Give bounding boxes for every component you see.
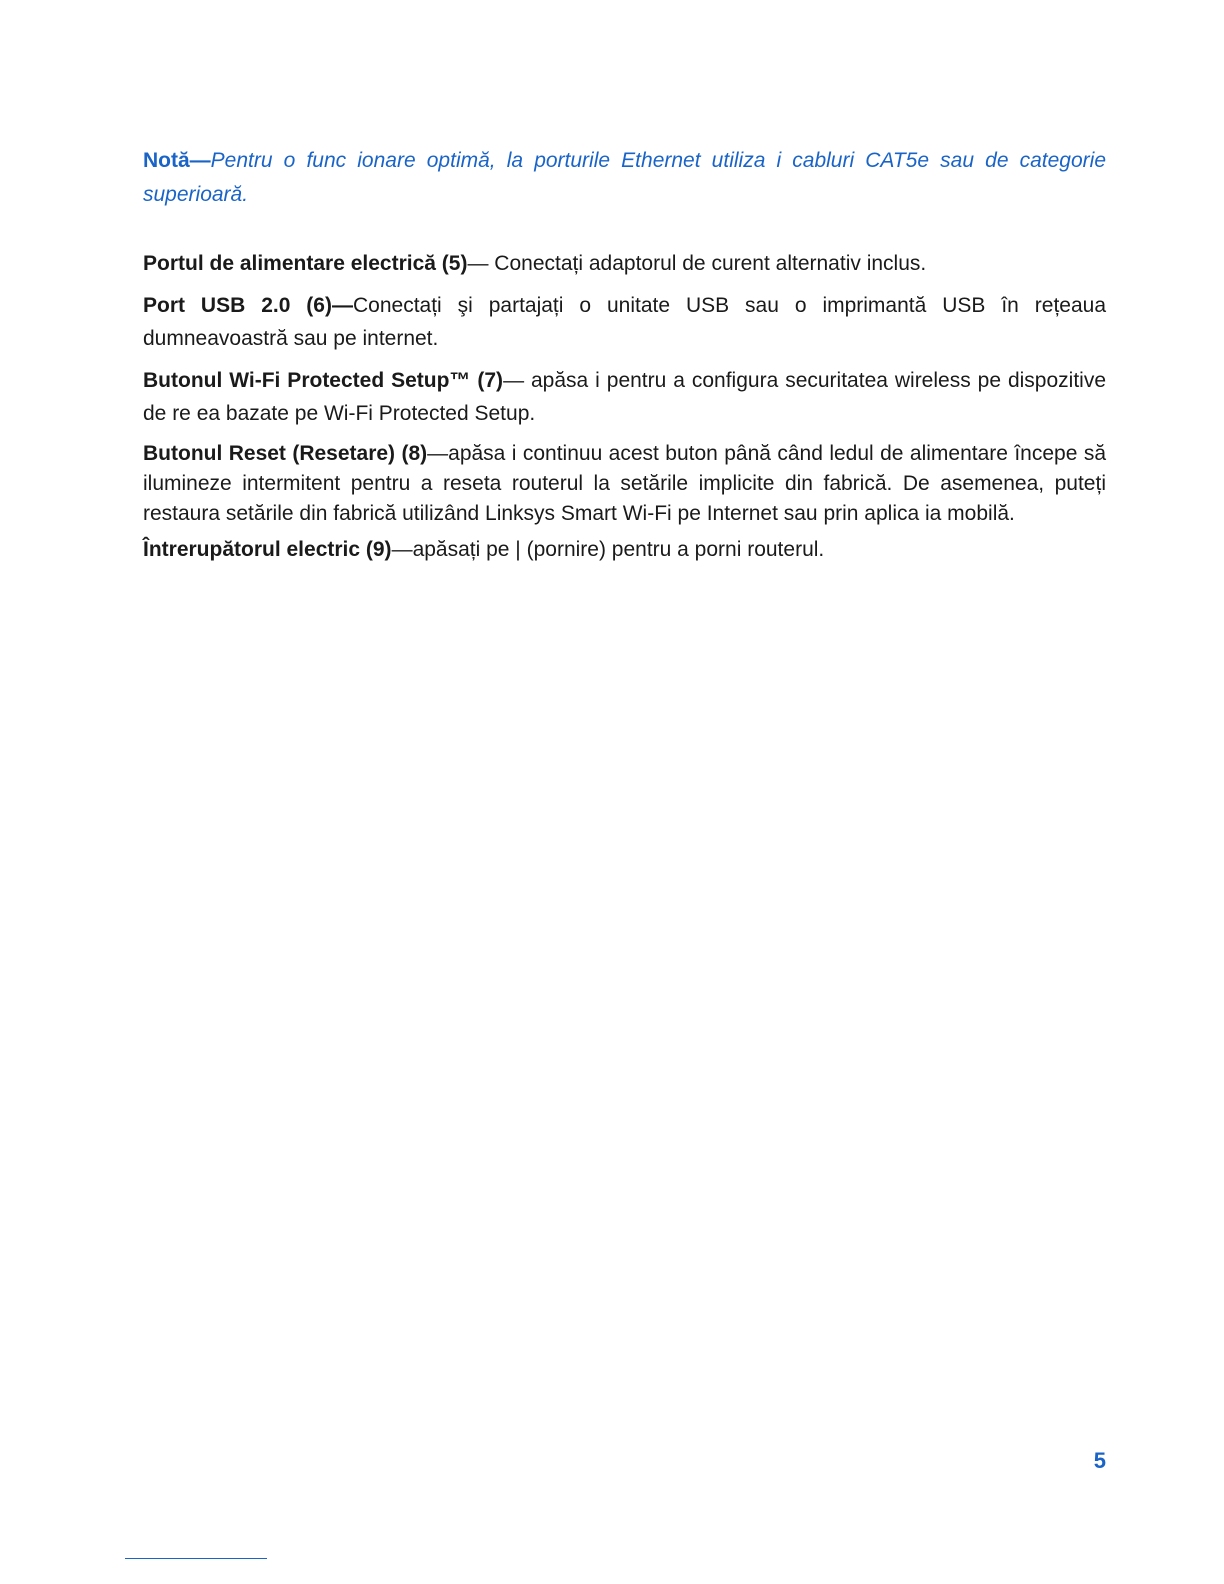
- note-label: Notă—: [143, 149, 211, 172]
- item-text: —apăsați pe | (pornire) pentru a porni routerul.: [391, 538, 825, 561]
- item-wps-button: [143, 364, 1106, 430]
- item-text: —apăsa i continuu acest buton până când ledul de alimentare începe să ilumineze intermitent pentru a reseta routerul la setările implicite din fabrică. De asemenea, puteți restaura setările din fabrică utilizând Linksys Smart Wi-Fi pe Internet sau prin aplica ia mobilă.: [143, 442, 1106, 525]
- item-text: — Conectați adaptorul de curent alternativ inclus.: [467, 252, 927, 275]
- item-power-port: [143, 247, 1106, 280]
- spacer: [143, 212, 1106, 247]
- footnote-divider: [125, 1558, 267, 1559]
- note-text: Pentru o func ionare optimă, la porturile Ethernet utiliza i cabluri CAT5e sau de categorie superioară.: [143, 149, 1106, 206]
- item-reset-button: [143, 439, 1106, 529]
- note-paragraph: [143, 144, 1106, 212]
- item-term: Butonul Reset (Resetare) (8): [143, 442, 428, 465]
- spacer: [143, 430, 1106, 439]
- item-power-switch: [143, 535, 1106, 565]
- item-term: Întrerupătorul electric (9): [143, 538, 392, 561]
- item-term: Portul de alimentare electrică (5): [143, 252, 468, 275]
- page-content: [143, 144, 1106, 565]
- item-text: — apăsa i pentru a configura securitatea wireless pe dispozitive de re ea bazate pe Wi-Fi Protected Setup.: [143, 369, 1106, 425]
- spacer: [143, 280, 1106, 289]
- item-term: Butonul Wi-Fi Protected Setup™ (7): [143, 369, 504, 392]
- item-text: Conectați şi partajați o unitate USB sau o imprimantă USB în rețeaua dumneavoastră sau pe internet.: [143, 294, 1107, 350]
- item-term: Port USB 2.0 (6)—: [143, 294, 353, 317]
- spacer: [143, 355, 1106, 364]
- page-number: 5: [1093, 1448, 1106, 1473]
- item-usb-port: [143, 289, 1106, 355]
